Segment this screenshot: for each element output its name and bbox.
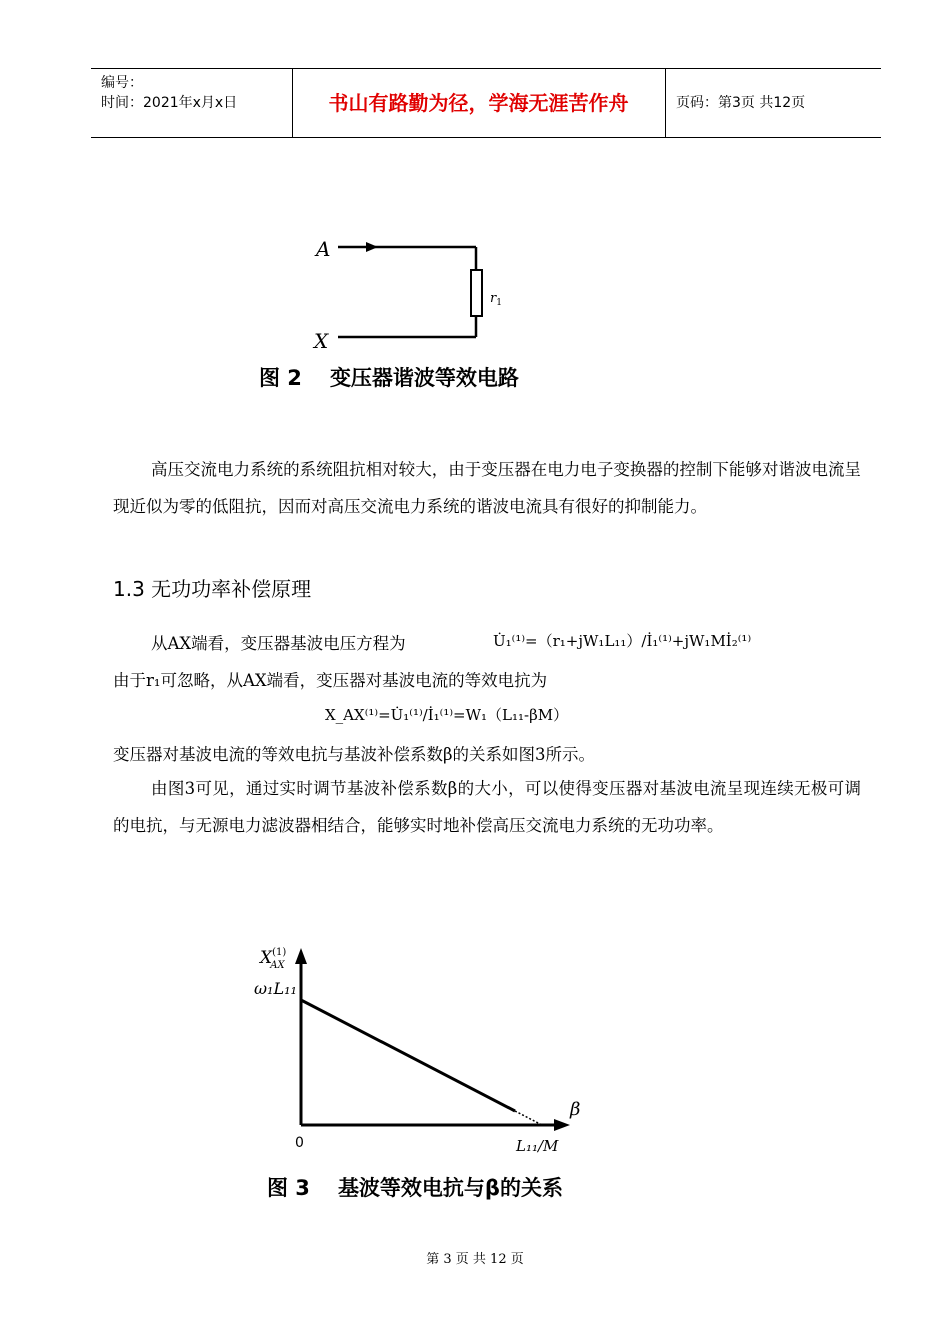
x-tick-label-origin: 0 bbox=[295, 1135, 304, 1151]
figure3-caption-number: 图 3 bbox=[267, 1176, 310, 1200]
y-axis-arrow-icon bbox=[295, 948, 307, 964]
label-a: A bbox=[316, 237, 331, 261]
section-heading: 1.3 无功功率补偿原理 bbox=[113, 577, 312, 601]
figure2-caption bbox=[259, 362, 519, 392]
figure2-caption-text: 变压器谐波等效电路 bbox=[329, 366, 519, 390]
series-line bbox=[301, 1000, 515, 1111]
equation-reactance: X_AX⁽¹⁾=U̇₁⁽¹⁾/İ₁⁽¹⁾=W₁（L₁₁-βM） bbox=[325, 706, 569, 724]
equation-voltage: U̇₁⁽¹⁾=（r₁+jW₁L₁₁）/İ₁⁽¹⁾+jW₁Mİ₂⁽¹⁾ bbox=[493, 632, 752, 650]
figure2-caption-number: 图 2 bbox=[259, 366, 302, 390]
figure3-caption bbox=[267, 1172, 563, 1202]
line-r1-negligible: 由于r₁可忽略，从AX端看，变压器对基波电流的等效电抗为 bbox=[113, 671, 548, 690]
y-axis-label: $X^{(1)}$ AX bbox=[260, 947, 287, 971]
figure3-caption-text: 基波等效电抗与β的关系 bbox=[337, 1176, 563, 1200]
header-number-label: 编号： bbox=[101, 75, 143, 91]
series-line-dotted bbox=[515, 1111, 542, 1125]
figure3-chart bbox=[250, 940, 590, 1165]
figure2-circuit bbox=[300, 230, 540, 360]
paragraph-figure3-explanation: 由图3可见，通过实时调节基波补偿系数β的大小，可以使得变压器对基波电流呈现连续无极可调的电抗，与无源电力滤波器相结合，能够实时地补偿高压交流电力系统的无功功率。 bbox=[113, 779, 861, 835]
label-x: X bbox=[314, 329, 329, 353]
page-header bbox=[91, 68, 881, 138]
y-tick-label: ω₁L₁₁ bbox=[254, 979, 297, 998]
header-page-info: 页码：第3页 共12页 bbox=[676, 95, 806, 111]
line-relation: 变压器对基波电流的等效电抗与基波补偿系数β的关系如图3所示。 bbox=[113, 745, 596, 764]
resistor-r1 bbox=[471, 270, 482, 316]
page-footer: 第 3 页 共 12 页 bbox=[426, 1252, 524, 1267]
x-axis-arrow-icon bbox=[554, 1119, 570, 1131]
header-time-label: 时间：2021年x月x日 bbox=[101, 95, 238, 111]
header-left-cell bbox=[91, 69, 293, 137]
header-motto: 书山有路勤为径，学海无涯苦作舟 bbox=[292, 69, 666, 137]
resistor-label: $r_1$ bbox=[490, 291, 502, 308]
x-tick-label-end: L₁₁/M bbox=[516, 1137, 559, 1155]
paragraph-harmonic: 高压交流电力系统的系统阻抗相对较大，由于变压器在电力电子变换器的控制下能够对谐波电流呈现近似为零的低阻抗，因而对高压交流电力系统的谐波电流具有很好的抑制能力。 bbox=[113, 460, 861, 516]
line-from-ax: 从AX端看，变压器基波电压方程为 bbox=[151, 634, 406, 653]
x-axis-label: β bbox=[570, 1099, 581, 1120]
arrow-head-icon bbox=[366, 242, 378, 252]
